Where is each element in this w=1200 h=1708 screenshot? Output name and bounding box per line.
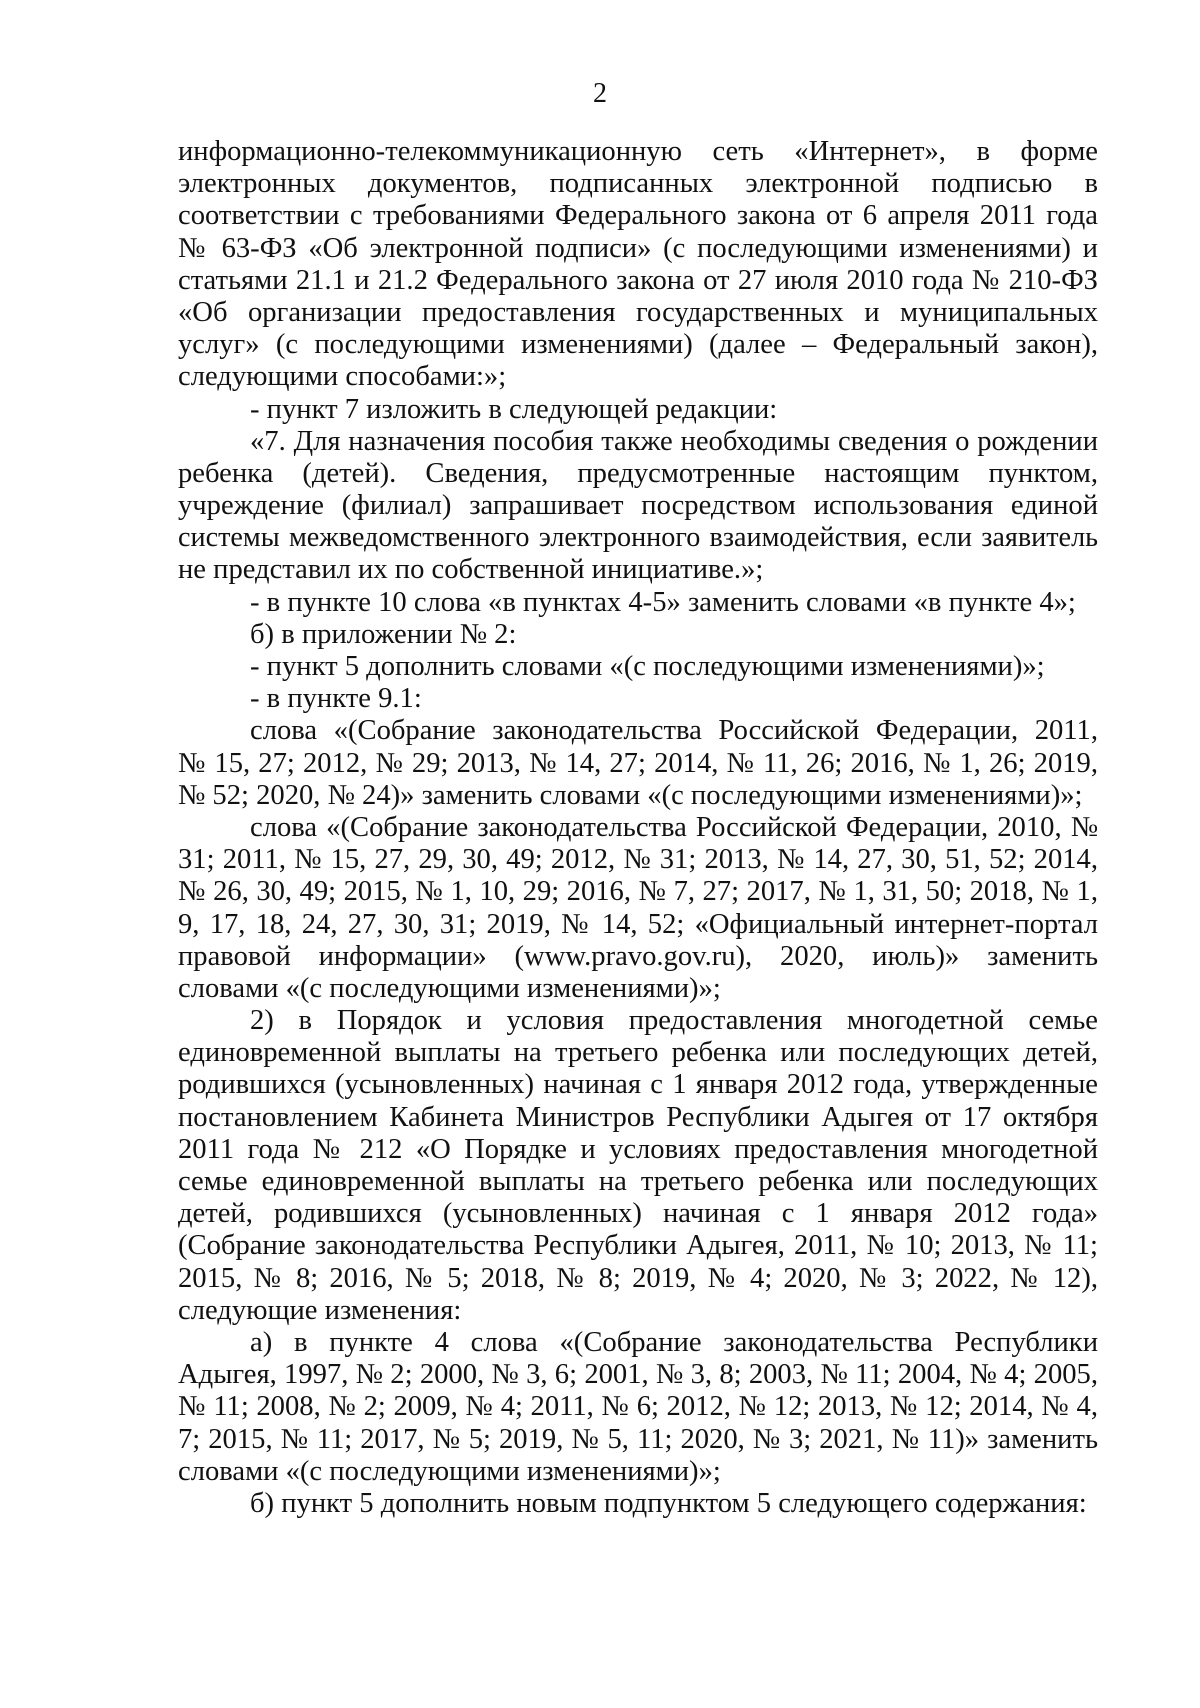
text-line: «Об организации предоставления государственных и муниципальных: [178, 296, 1098, 328]
text-line: детей, родившихся (усыновленных) начиная с 1 января 2012 года»: [178, 1198, 1098, 1230]
text-line: системы межведомственного электронного взаимодействия, если заявитель: [178, 522, 1098, 554]
text-line: - в пункте 9.1:: [250, 683, 422, 715]
text-line: услуг» (с последующими изменениями) (далее – Федеральный закон),: [178, 329, 1098, 361]
text-line: Адыгея, 1997, № 2; 2000, № 3, 6; 2001, № 3, 8; 2003, № 11; 2004, № 4; 2005,: [178, 1359, 1098, 1391]
text-line: 2011 года № 212 «О Порядке и условиях предоставления многодетной: [178, 1133, 1098, 1165]
text-line: родившихся (усыновленных) начиная с 1 января 2012 года, утвержденные: [178, 1069, 1098, 1101]
text-line: 2) в Порядок и условия предоставления многодетной семье: [250, 1005, 1098, 1037]
text-line: 9, 17, 18, 24, 27, 30, 31; 2019, № 14, 52; «Официальный интернет-портал: [178, 908, 1098, 940]
text-line: слова «(Собрание законодательства Российской Федерации, 2011,: [250, 715, 1098, 747]
text-line: семье единовременной выплаты на третьего ребенка или последующих: [178, 1166, 1098, 1197]
text-line: учреждение (филиал) запрашивает посредством использования единой: [178, 490, 1098, 522]
text-line: 7; 2015, № 11; 2017, № 5; 2019, № 5, 11; 2020, № 3; 2021, № 11)» заменить: [178, 1423, 1098, 1455]
text-line: не представил их по собственной инициативе.»;: [178, 554, 764, 586]
text-line: соответствии с требованиями Федерального закона от 6 апреля 2011 года: [178, 200, 1098, 232]
document-body: [178, 136, 1098, 1520]
text-line: № 63-ФЗ «Об электронной подписи» (с последующими изменениями) и: [178, 232, 1098, 264]
text-line: 2015, № 8; 2016, № 5; 2018, № 8; 2019, № 4; 2020, № 3; 2022, № 12),: [178, 1262, 1098, 1294]
text-line: - в пункте 10 слова «в пунктах 4-5» заменить словами «в пункте 4»;: [250, 586, 1076, 618]
text-line: слова «(Собрание законодательства Российской Федерации, 2010, №: [250, 811, 1098, 843]
text-line: № 26, 30, 49; 2015, № 1, 10, 29; 2016, № 7, 27; 2017, № 1, 31, 50; 2018, № 1,: [178, 876, 1098, 908]
text-line: а) в пункте 4 слова «(Собрание законодательства Республики: [250, 1326, 1098, 1358]
text-line: (Собрание законодательства Республики Адыгея, 2011, № 10; 2013, № 11;: [178, 1230, 1098, 1262]
text-line: б) в приложении № 2:: [250, 618, 517, 650]
text-line: № 15, 27; 2012, № 29; 2013, № 14, 27; 2014, № 11, 26; 2016, № 1, 26; 2019,: [178, 747, 1098, 779]
text-line: 31; 2011, № 15, 27, 29, 30, 49; 2012, № 31; 2013, № 14, 27, 30, 51, 52; 2014,: [178, 844, 1098, 876]
text-line: - пункт 7 изложить в следующей редакции:: [250, 393, 778, 425]
text-line: следующие изменения:: [178, 1294, 462, 1326]
text-line: б) пункт 5 дополнить новым подпунктом 5 следующего содержания:: [250, 1487, 1087, 1519]
text-line: правовой информации» (www.pravo.gov.ru), 2020, июль)» заменить: [178, 940, 1098, 972]
text-line: словами «(с последующими изменениями)»;: [178, 1455, 721, 1487]
text-line: - пункт 5 дополнить словами «(с последующими изменениями)»;: [250, 651, 1045, 682]
text-line: статьями 21.1 и 21.2 Федерального закона от 27 июля 2010 года № 210-ФЗ: [178, 264, 1098, 296]
text-line: «7. Для назначения пособия также необходимы сведения о рождении: [250, 425, 1098, 457]
text-line: электронных документов, подписанных электронной подписью в: [178, 168, 1098, 200]
text-line: постановлением Кабинета Министров Республики Адыгея от 17 октября: [178, 1101, 1098, 1133]
text-line: единовременной выплаты на третьего ребенка или последующих детей,: [178, 1037, 1098, 1069]
text-line: ребенка (детей). Сведения, предусмотренные настоящим пунктом,: [178, 457, 1098, 489]
text-line: словами «(с последующими изменениями)»;: [178, 972, 721, 1004]
text-line: информационно-телекоммуникационную сеть «Интернет», в форме: [178, 136, 1098, 167]
text-line: № 11; 2008, № 2; 2009, № 4; 2011, № 6; 2012, № 12; 2013, № 12; 2014, № 4,: [178, 1391, 1098, 1423]
text-line: следующими способами:»;: [178, 361, 507, 393]
text-line: № 52; 2020, № 24)» заменить словами «(с последующими изменениями)»;: [178, 779, 1083, 811]
page-number: 2: [593, 78, 607, 109]
